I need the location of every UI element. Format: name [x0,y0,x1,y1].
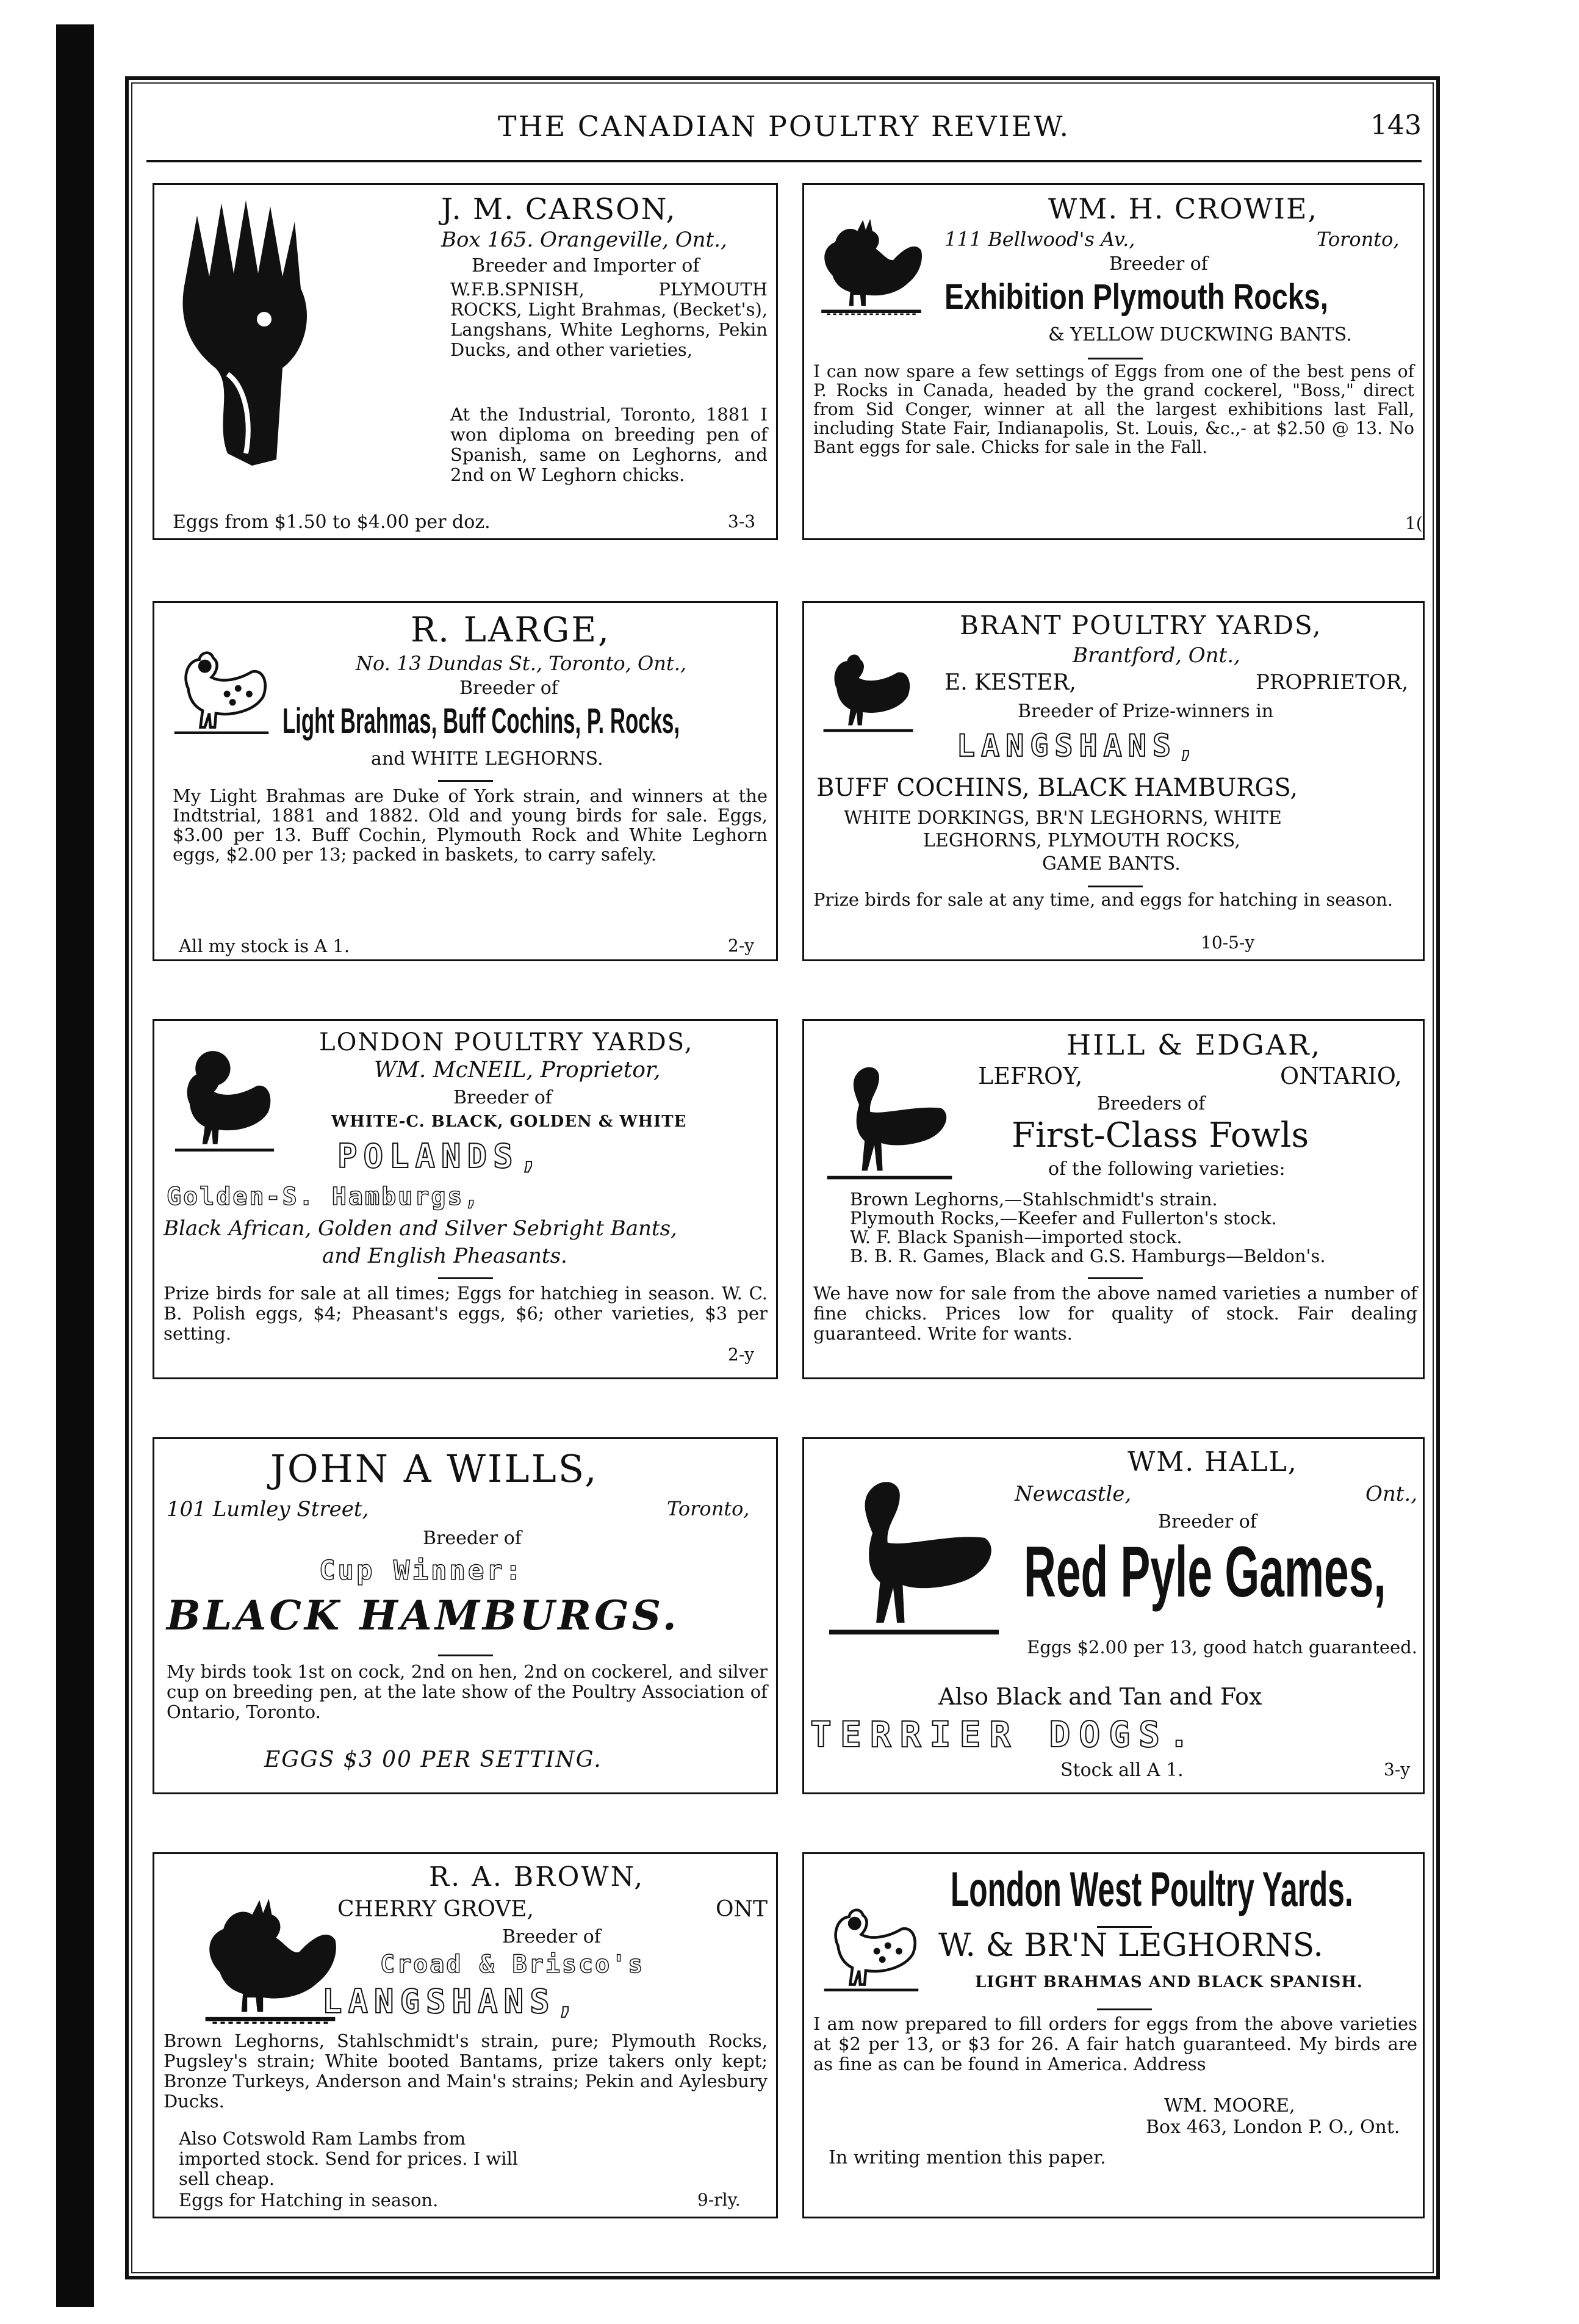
ad-brant-proprietor-label: PROPRIETOR, [1256,670,1409,695]
ad-london-headline: POLANDS, [337,1137,545,1175]
ad-large-sub: and WHITE LEGHORNS. [371,748,603,770]
leghorn-illustration [810,1860,932,2031]
ad-hall-body: Eggs $2.00 per 13, good hatch guaranteed. [1027,1637,1417,1658]
ad-londonwest-sig1: WM. MOORE, [1164,2095,1295,2116]
ad-londonwest-footer: In writing mention this paper. [829,2147,1106,2168]
ad-london-poultry-yards [153,1019,778,1379]
ad-london-line2: Golden-S. Hamburgs, [167,1183,481,1211]
ad-hall-province: Ont., [1365,1482,1418,1506]
ad-london-role: Breeder of [453,1087,552,1108]
ad-hill-list-4: B. B. R. Games, Black and G.S. Hamburgs—Beldon's. [850,1246,1326,1266]
ad-londonwest-sig2: Box 463, London P. O., Ont. [1146,2116,1400,2138]
ad-crowie [802,183,1425,540]
ad-hall-role: Breeder of [1158,1511,1257,1532]
ad-hall-headline: Red Pyle Games, [1024,1532,1386,1612]
ad-hall-city: Newcastle, [1015,1482,1132,1506]
ad-hill-list-1: Brown Leghorns,—Stahlschmidt's strain. [850,1189,1218,1210]
ad-wills-role: Breeder of [423,1528,522,1549]
ad-ra-brown [153,1852,778,2218]
ad-carson-varieties: W.F.B.SPNISH, PLYMOUTH ROCKS, Light Brahmas, (Becket's), Langshans, White Leghorns, Pekin Ducks, and other varieties, [450,279,768,360]
ad-brown-name: R. A. BROWN, [429,1861,645,1893]
ad-crowie-address: 111 Bellwood's Av., [944,228,1135,251]
ad-wills-address: 101 Lumley Street, [167,1497,369,1521]
ad-brant [802,601,1425,961]
rooster-illustration [810,191,932,337]
ad-hall-headline2: TERRIER DOGS. [810,1714,1198,1755]
ad-carson-role: Breeder and Importer of [472,255,700,276]
ad-brant-proprietor: E. KESTER, [944,670,1076,695]
ad-hill-body: We have now for sale from the above named varieties a number of fine chicks. Prices low for quality of stock. Fair dealing guaranteed. Write for wants. [813,1283,1417,1344]
ad-london-line3: Black African, Golden and Silver Sebright Bants, [164,1216,677,1241]
game-cock-illustration [813,1033,966,1204]
ad-londonwest-line1: W. & BR'N LEGHORNS. [938,1927,1323,1964]
ad-brant-line5: GAME BANTS. [1042,853,1181,875]
ad-wills-name: JOHN A WILLS, [270,1446,599,1491]
ad-brown-body: Brown Leghorns, Stahlschmidt's strain, pure; Plymouth Rocks, Pugsley's strain; White booted Bantams, prize takers only kept; Bronze Turkeys, Anderson and Main's strains; Pekin and Aylesbury Ducks. [164,2030,768,2112]
ad-london-code: 2-y [728,1344,755,1365]
ad-london-proprietor: WM. McNEIL, Proprietor, [374,1058,661,1083]
ad-brown-role: Breeder of [502,1926,601,1947]
ad-brant-name: BRANT POULTRY YARDS, [960,610,1322,640]
ad-londonwest-line2: LIGHT BRAHMAS AND BLACK SPANISH. [975,1973,1363,1991]
ad-brown-footer: Eggs for Hatching in season. [179,2190,439,2210]
ad-wills-body: My birds took 1st on cock, 2nd on hen, 2nd on cockerel, and silver cup on breeding pen, at the late show of the Poultry Association of Ontario, Toronto. [167,1661,768,1722]
ad-brant-line3: WHITE DORKINGS, BR'N LEGHORNS, WHITE [844,807,1282,829]
ad-brown-city: CHERRY GROVE, [337,1897,534,1922]
ad-brant-code: 10-5-y [1201,933,1255,953]
ad-large [153,601,778,961]
ad-hall-footer: Stock all A 1. [1060,1759,1184,1781]
ad-brown-province: ONT [716,1897,768,1922]
ad-crowie-body: I can now spare a few settings of Eggs from one of the best pens of P. Rocks in Canada, headed by the grand cockerel, "Boss," direct from Sid Conger, winner at all the largest exhibitions last Fall, including State Fair, Indianapolis, St. Louis, &c.,- at $2.50 @ 13. No Bant eggs for sale. Chicks for sale in the Fall. [813,361,1414,457]
ad-brant-role: Breeder of Prize-winners in [1018,701,1274,722]
ad-london-line1: WHITE-C. BLACK, GOLDEN & WHITE [331,1113,687,1131]
ad-hall-name: WM. HALL, [1128,1446,1298,1478]
ad-crowie-sub: & YELLOW DUCKWING BANTS. [1048,324,1352,345]
ad-brant-headline: LANGSHANS, [957,728,1202,763]
ad-london-line4: and English Pheasants. [322,1244,567,1268]
ad-crowie-city: Toronto, [1317,228,1400,251]
ad-londonwest-headline: London West Poultry Yards. [951,1862,1353,1916]
ad-crowie-role: Breeder of [1109,253,1208,275]
ad-wm-hall [802,1437,1425,1794]
ad-london-body: Prize birds for sale at all times; Eggs for hatchieg in season. W. C. B. Polish eggs, $4; Pheasant's eggs, $6; other varieties, $3 per setting. [164,1283,768,1344]
ad-wills-footer: EGGS $3 00 PER SETTING. [264,1747,602,1772]
ad-hill-role: Breeders of [1097,1093,1206,1114]
page-binding-edge [56,24,94,2307]
ad-wills-headline: BLACK HAMBURGS. [167,1592,680,1639]
ad-hill-sub: of the following varieties: [1048,1158,1286,1180]
ad-hill-name: HILL & EDGAR, [1066,1028,1322,1061]
ad-crowie-headline: Exhibition Plymouth Rocks, [944,277,1328,317]
page-header [146,104,1422,146]
ad-crowie-code: 1( [1405,513,1423,533]
ad-crowie-name: WM. H. CROWIE, [1048,192,1318,225]
ad-large-address: No. 13 Dundas St., Toronto, Ont., [356,652,687,675]
ad-hill-headline: First-Class Fowls [1012,1116,1309,1155]
ad-brown-body2: Also Cotswold Ram Lambs from imported stock. Send for prices. I will sell cheap. [179,2128,519,2189]
ad-carson-code: 3-3 [728,511,756,532]
ad-brant-line4: LEGHORNS, PLYMOUTH ROCKS, [923,830,1240,851]
ad-carson-address: Box 165. Orangeville, Ont., [441,228,727,252]
page-number: 143 [1370,110,1422,141]
ad-londonwest-body: I am now prepared to fill orders for eggs from the above varieties at $2 per 13, or $3 for 26. A fair hatch guaranteed. My birds are as fine as can be found in America. Address [813,2013,1417,2074]
ad-hill-province: ONTARIO, [1280,1063,1402,1089]
ad-large-name: R. LARGE, [411,610,611,650]
ad-large-code: 2-y [728,936,755,956]
polish-fowl-illustration [160,1027,289,1180]
ad-brown-line1: Croad & Brisco's [380,1951,645,1979]
ad-large-footer: All my stock is A 1. [179,936,350,956]
ad-london-name: LONDON POULTRY YARDS, [319,1028,694,1056]
speckled-hen-illustration [160,609,282,768]
header-rule [146,160,1422,162]
ad-carson-awards: At the Industrial, Toronto, 1881 I won diploma on breeding pen of Spanish, same on Leghorns, and 2nd on W Leghorn chicks. [450,404,768,485]
ad-wills-line1: Cup Winner: [319,1555,524,1586]
ad-hill-list-2: Plymouth Rocks,—Keefer and Fullerton's stock. [850,1208,1277,1229]
ad-hill-edgar [802,1019,1425,1379]
ad-hill-list-3: W. F. Black Spanish—imported stock. [850,1227,1182,1247]
ad-john-wills [153,1437,778,1794]
ad-carson-price: Eggs from $1.50 to $4.00 per doz. [173,511,491,533]
ad-london-west [802,1852,1425,2218]
ad-brown-code: 9-rly. [697,2190,741,2210]
red-pyle-game-illustration [810,1451,1018,1653]
ad-hall-code: 3-y [1384,1759,1411,1780]
journal-title: THE CANADIAN POULTRY REVIEW. [497,110,1071,143]
ad-carson [153,183,778,540]
ad-large-headline: Light Brahmas, Buff Cochins, P. Rocks, [282,701,680,741]
ad-wills-city: Toronto, [667,1497,750,1520]
ad-hill-city: LEFROY, [978,1063,1083,1089]
ad-brant-line2: BUFF COCHINS, BLACK HAMBURGS, [816,774,1298,802]
ad-brant-body: Prize birds for sale at any time, and eggs for hatching in season. [813,889,1393,910]
ad-large-body: My Light Brahmas are Duke of York strain, and winners at the Indtstrial, 1881 and 1882. Old and young birds for sale. Eggs, $3.00 per 13. Buff Cochin, Plymouth Rock and White Leghorn eggs, $2.00 per 13; packed in baskets, to carry safely. [173,785,768,865]
ad-brant-address: Brantford, Ont., [1073,643,1240,668]
ad-brown-headline: LANGSHANS, [322,1982,582,2021]
black-rooster-illustration [810,609,926,768]
rooster-head-illustration [160,191,325,472]
ad-hall-line2: Also Black and Tan and Fox [938,1683,1262,1710]
ad-carson-name: J. M. CARSON, [441,192,677,226]
ad-large-role: Breeder of [459,677,558,699]
